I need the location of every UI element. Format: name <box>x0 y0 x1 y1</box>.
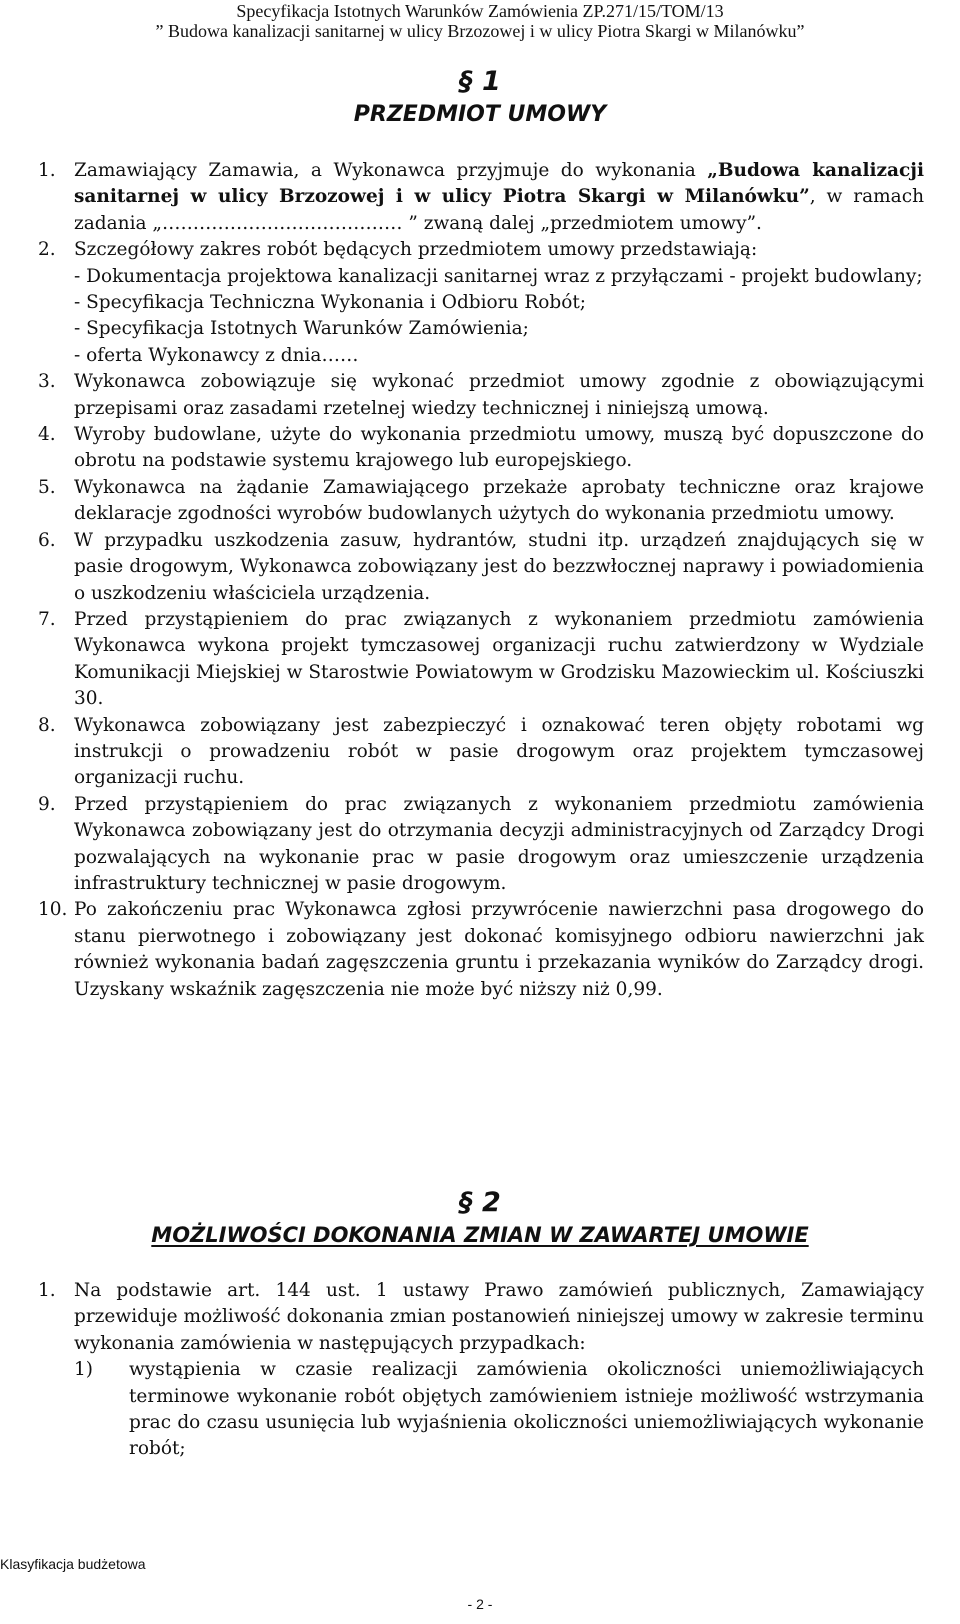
item-text: Przed przystąpieniem do prac związanych z wykonaniem przedmiotu zamówienia Wykonawca zobowiązany jest do otrzymania decyzji administracyjnych od Zarządcy Drogi pozwalających na wykonanie prac w pasie drogowym oraz umieszczenie urządzenia infrastruktury technicznej w pasie drogowym. <box>74 793 924 894</box>
sub-list-item <box>74 1357 924 1463</box>
section-1-list <box>38 158 924 1003</box>
item-number: 10. <box>38 899 68 921</box>
item-text: Wykonawca zobowiązany jest zabezpieczyć i oznakować teren objęty robotami wg instrukcji o prowadzeniu robót w pasie drogowym oraz projektem tymczasowej organizacji ruchu. <box>74 714 924 789</box>
item-text: , w ramach zadania „………………………………… ” zwaną dalej „przedmiotem umowy”. <box>74 186 924 234</box>
item-number: 6. <box>38 529 56 551</box>
item-text: Przed przystąpieniem do prac związanych z wykonaniem przedmiotu zamówienia Wykonawca wykona projekt tymczasowej organizacji ruchu zatwierdzony w Wydziale Komunikacji Miejskiej w Starostwie Powiatowym w Grodzisku Mazowieckim ul. Kościuszki 30. <box>74 608 924 710</box>
item-text: Na podstawie art. 144 ust. 1 ustawy Prawo zamówień publicznych, Zamawiający przewiduje możliwość dokonania zmian postanowień niniejszej umowy w zakresie terminu wykonania zamówienia w następujących przypadkach: <box>74 1280 924 1354</box>
list-item <box>38 422 924 475</box>
item-number: 3. <box>38 371 56 393</box>
list-item <box>38 237 924 369</box>
page-number: - 2 - <box>467 1596 493 1612</box>
item-text: Szczegółowy zakres robót będących przedmiotem umowy przedstawiają: <box>74 239 758 261</box>
document-line: - Specyfikacja Techniczna Wykonania i Odbioru Robót; <box>74 292 587 314</box>
list-item <box>38 792 924 898</box>
item-number: 1. <box>38 1280 56 1301</box>
item-text: W przypadku uszkodzenia zasuw, hydrantów, studni itp. urządzeń znajdujących się w pasie drogowym, Wykonawca zobowiązany jest do bezzwłocznej naprawy i powiadomienia o uszkodzeniu właściciela urządzenia. <box>74 529 924 604</box>
item-bold-text: „Budowa kanalizacji sanitarnej w ulicy Brzozowej i w ulicy Piotra Skargi w Milanówku” <box>74 160 925 208</box>
document-line: - Specyfikacja Istotnych Warunków Zamówienia; <box>74 318 529 340</box>
list-item <box>38 528 924 607</box>
list-item <box>38 1278 924 1357</box>
item-number: 4. <box>38 424 56 446</box>
item-text: Po zakończeniu prac Wykonawca zgłosi przywrócenie nawierzchni pasa drogowego do stanu pierwotnego i zobowiązany jest dokonać komisyjnego odbioru nawierzchni jak również wykonania badań zagęszczenia gruntu i przekazania wyników do Zarządcy drogi. Uzyskany wskaźnik zagęszczenia nie może być niższy niż 0,99. <box>74 899 924 1000</box>
section-1-symbol: § 1 <box>459 66 501 97</box>
header-line-1: Specyfikacja Istotnych Warunków Zamówienia ZP.271/15/TOM/13 <box>236 1 724 21</box>
section-1-title: PRZEDMIOT UMOWY <box>353 102 607 127</box>
list-item <box>38 713 924 792</box>
item-text: Wyroby budowlane, użyte do wykonania przedmiotu umowy, muszą być dopuszczone do obrotu na podstawie systemu krajowego lub europejskiego. <box>74 424 924 472</box>
item-number: 5. <box>38 476 56 498</box>
item-text: Wykonawca zobowiązuje się wykonać przedmiot umowy zgodnie z obowiązującymi przepisami oraz zasadami rzetelnej wiedzy technicznej i niniejszą umową. <box>74 371 924 419</box>
footer-label: Klasyfikacja budżetowa <box>0 1556 146 1572</box>
item-number: 1. <box>38 160 56 181</box>
item-text: Zamawiający Zamawia, a Wykonawca przyjmuje do wykonania <box>74 160 708 181</box>
item-number: 8. <box>38 714 56 736</box>
document-line: - oferta Wykonawcy z dnia…… <box>74 344 359 366</box>
list-item <box>38 475 924 528</box>
section-2-title: MOŻLIWOŚCI DOKONANIA ZMIAN W ZAWARTEJ UMOWIE <box>151 1223 809 1247</box>
list-item <box>38 607 924 713</box>
item-number: 1) <box>74 1359 93 1381</box>
item-text: Wykonawca na żądanie Zamawiającego przekaże aprobaty techniczne oraz krajowe deklaracje zgodności wyrobów budowlanych użytych do wykonania przedmiotu umowy. <box>74 476 924 525</box>
section-2-list <box>38 1278 924 1463</box>
header-line-2: ” Budowa kanalizacji sanitarnej w ulicy Brzozowej i w ulicy Piotra Skargi w Milanówku” <box>155 21 805 41</box>
item-number: 2. <box>38 239 56 261</box>
section-2-symbol: § 2 <box>459 1187 501 1218</box>
list-item <box>38 897 924 1003</box>
item-number: 9. <box>38 793 56 815</box>
list-item <box>38 369 924 422</box>
item-text: wystąpienia w czasie realizacji zamówienia okoliczności uniemożliwiających terminowe wykonanie robót objętych zamówieniem istnieje możliwość wstrzymania prac do czasu usunięcia lub wyjaśnienia okoliczności uniemożliwiających wykonanie robót; <box>129 1359 924 1460</box>
list-item <box>38 158 924 237</box>
document-line: - Dokumentacja projektowa kanalizacji sanitarnej wraz z przyłączami - projekt budowlany; <box>74 265 923 287</box>
item-number: 7. <box>38 608 56 630</box>
